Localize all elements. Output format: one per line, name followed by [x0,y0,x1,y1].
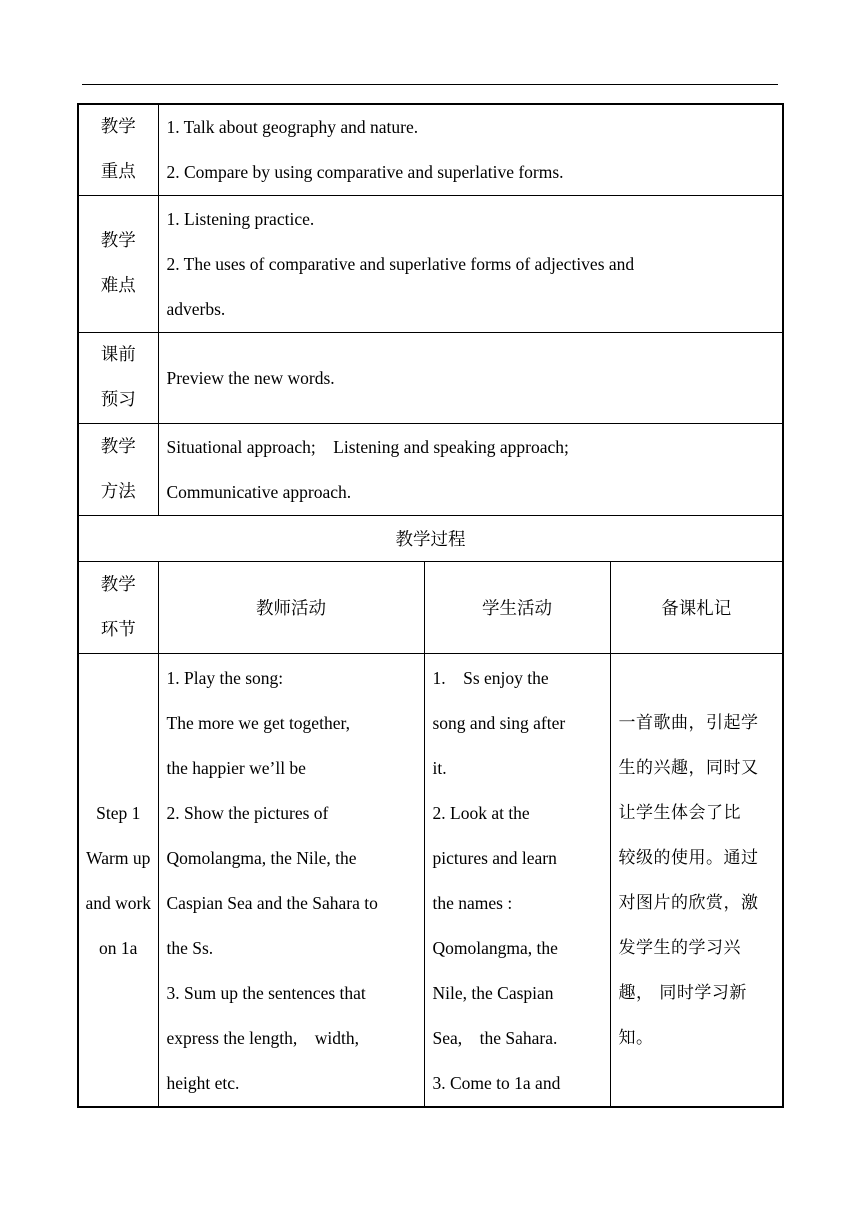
teacher-line: Qomolangma, the Nile, the [166,848,357,868]
row-methods [78,424,783,516]
method-line: Situational approach; Listening and speaking approach; [166,436,569,457]
step-1-teacher-activity [158,654,424,1108]
header-rule [82,84,778,85]
difficulty-line: adverbs. [166,298,226,319]
student-line: song and sing after [432,713,566,733]
note-line: 让学生体会了比 [618,803,741,823]
stage-line: Step 1 [96,803,141,823]
difficulty-line: 2. The uses of comparative and superlative forms of adjectives and [166,253,635,274]
note-line: 生的兴趣，同时又 [618,758,759,778]
student-line: 2. Look at the [432,803,530,823]
row-step-1 [78,654,783,1108]
step-1-notes [610,654,783,1108]
stage-line: Warm up [86,848,151,868]
note-line: 对图片的欣赏，激 [618,893,759,913]
student-line: 1. Ss enjoy the [432,668,549,688]
teacher-line: 3. Sum up the sentences that [166,983,366,1003]
student-line: 3. Come to 1a and [432,1073,561,1093]
methods-content [158,424,783,516]
student-line: pictures and learn [432,848,557,868]
label-preview: 课前 预习 [78,333,158,424]
step-1-student-activity [424,654,610,1108]
header-lesson-notes: 备课札记 [610,562,783,654]
row-process-title [78,516,783,562]
note-line: 一首歌曲，引起学 [618,713,759,733]
preview-content [158,333,783,424]
header-teacher-activity: 教师活动 [158,562,424,654]
key-point-line: 2. Compare by using comparative and superlative forms. [166,162,564,182]
preview-text: Preview the new words. [166,367,335,388]
header-stage: 教学 环节 [78,562,158,654]
label-key-points: 教学 重点 [78,104,158,196]
student-line: the names : [432,893,513,913]
difficulty-line: 1. Listening practice. [166,208,315,229]
key-points-content [158,104,783,196]
note-line: 较级的使用。通过 [618,848,759,868]
student-line: Qomolangma, the [432,938,558,958]
row-difficulties [78,196,783,333]
teacher-line: 1. Play the song: [166,668,284,688]
teacher-line: the happier we’ll be [166,758,306,778]
stage-line: and work [85,893,152,913]
label-methods: 教学 方法 [78,424,158,516]
teacher-line: Caspian Sea and the Sahara to [166,893,378,913]
student-line: Nile, the Caspian [432,983,554,1003]
teacher-line: 2. Show the pictures of [166,803,329,823]
method-line: Communicative approach. [166,481,352,502]
teacher-line: express the length, width, [166,1028,359,1048]
row-key-points [78,104,783,196]
teacher-line: The more we get together, [166,713,350,733]
note-line: 知。 [618,1028,654,1048]
row-preview [78,333,783,424]
student-line: it. [432,758,447,778]
label-difficulties: 教学 难点 [78,196,158,333]
lesson-plan-table [77,103,784,1108]
key-point-line: 1. Talk about geography and nature. [166,117,419,137]
note-line: 发学生的学习兴 [618,938,741,958]
difficulties-content [158,196,783,333]
teacher-line: height etc. [166,1073,240,1093]
step-1-stage [78,654,158,1108]
row-process-headers [78,562,783,654]
student-line: Sea, the Sahara. [432,1028,558,1048]
note-line: 趣， 同时学习新 [618,983,747,1003]
process-title: 教学过程 [78,516,783,562]
header-student-activity: 学生活动 [424,562,610,654]
stage-line: on 1a [99,938,138,958]
teacher-line: the Ss. [166,938,214,958]
